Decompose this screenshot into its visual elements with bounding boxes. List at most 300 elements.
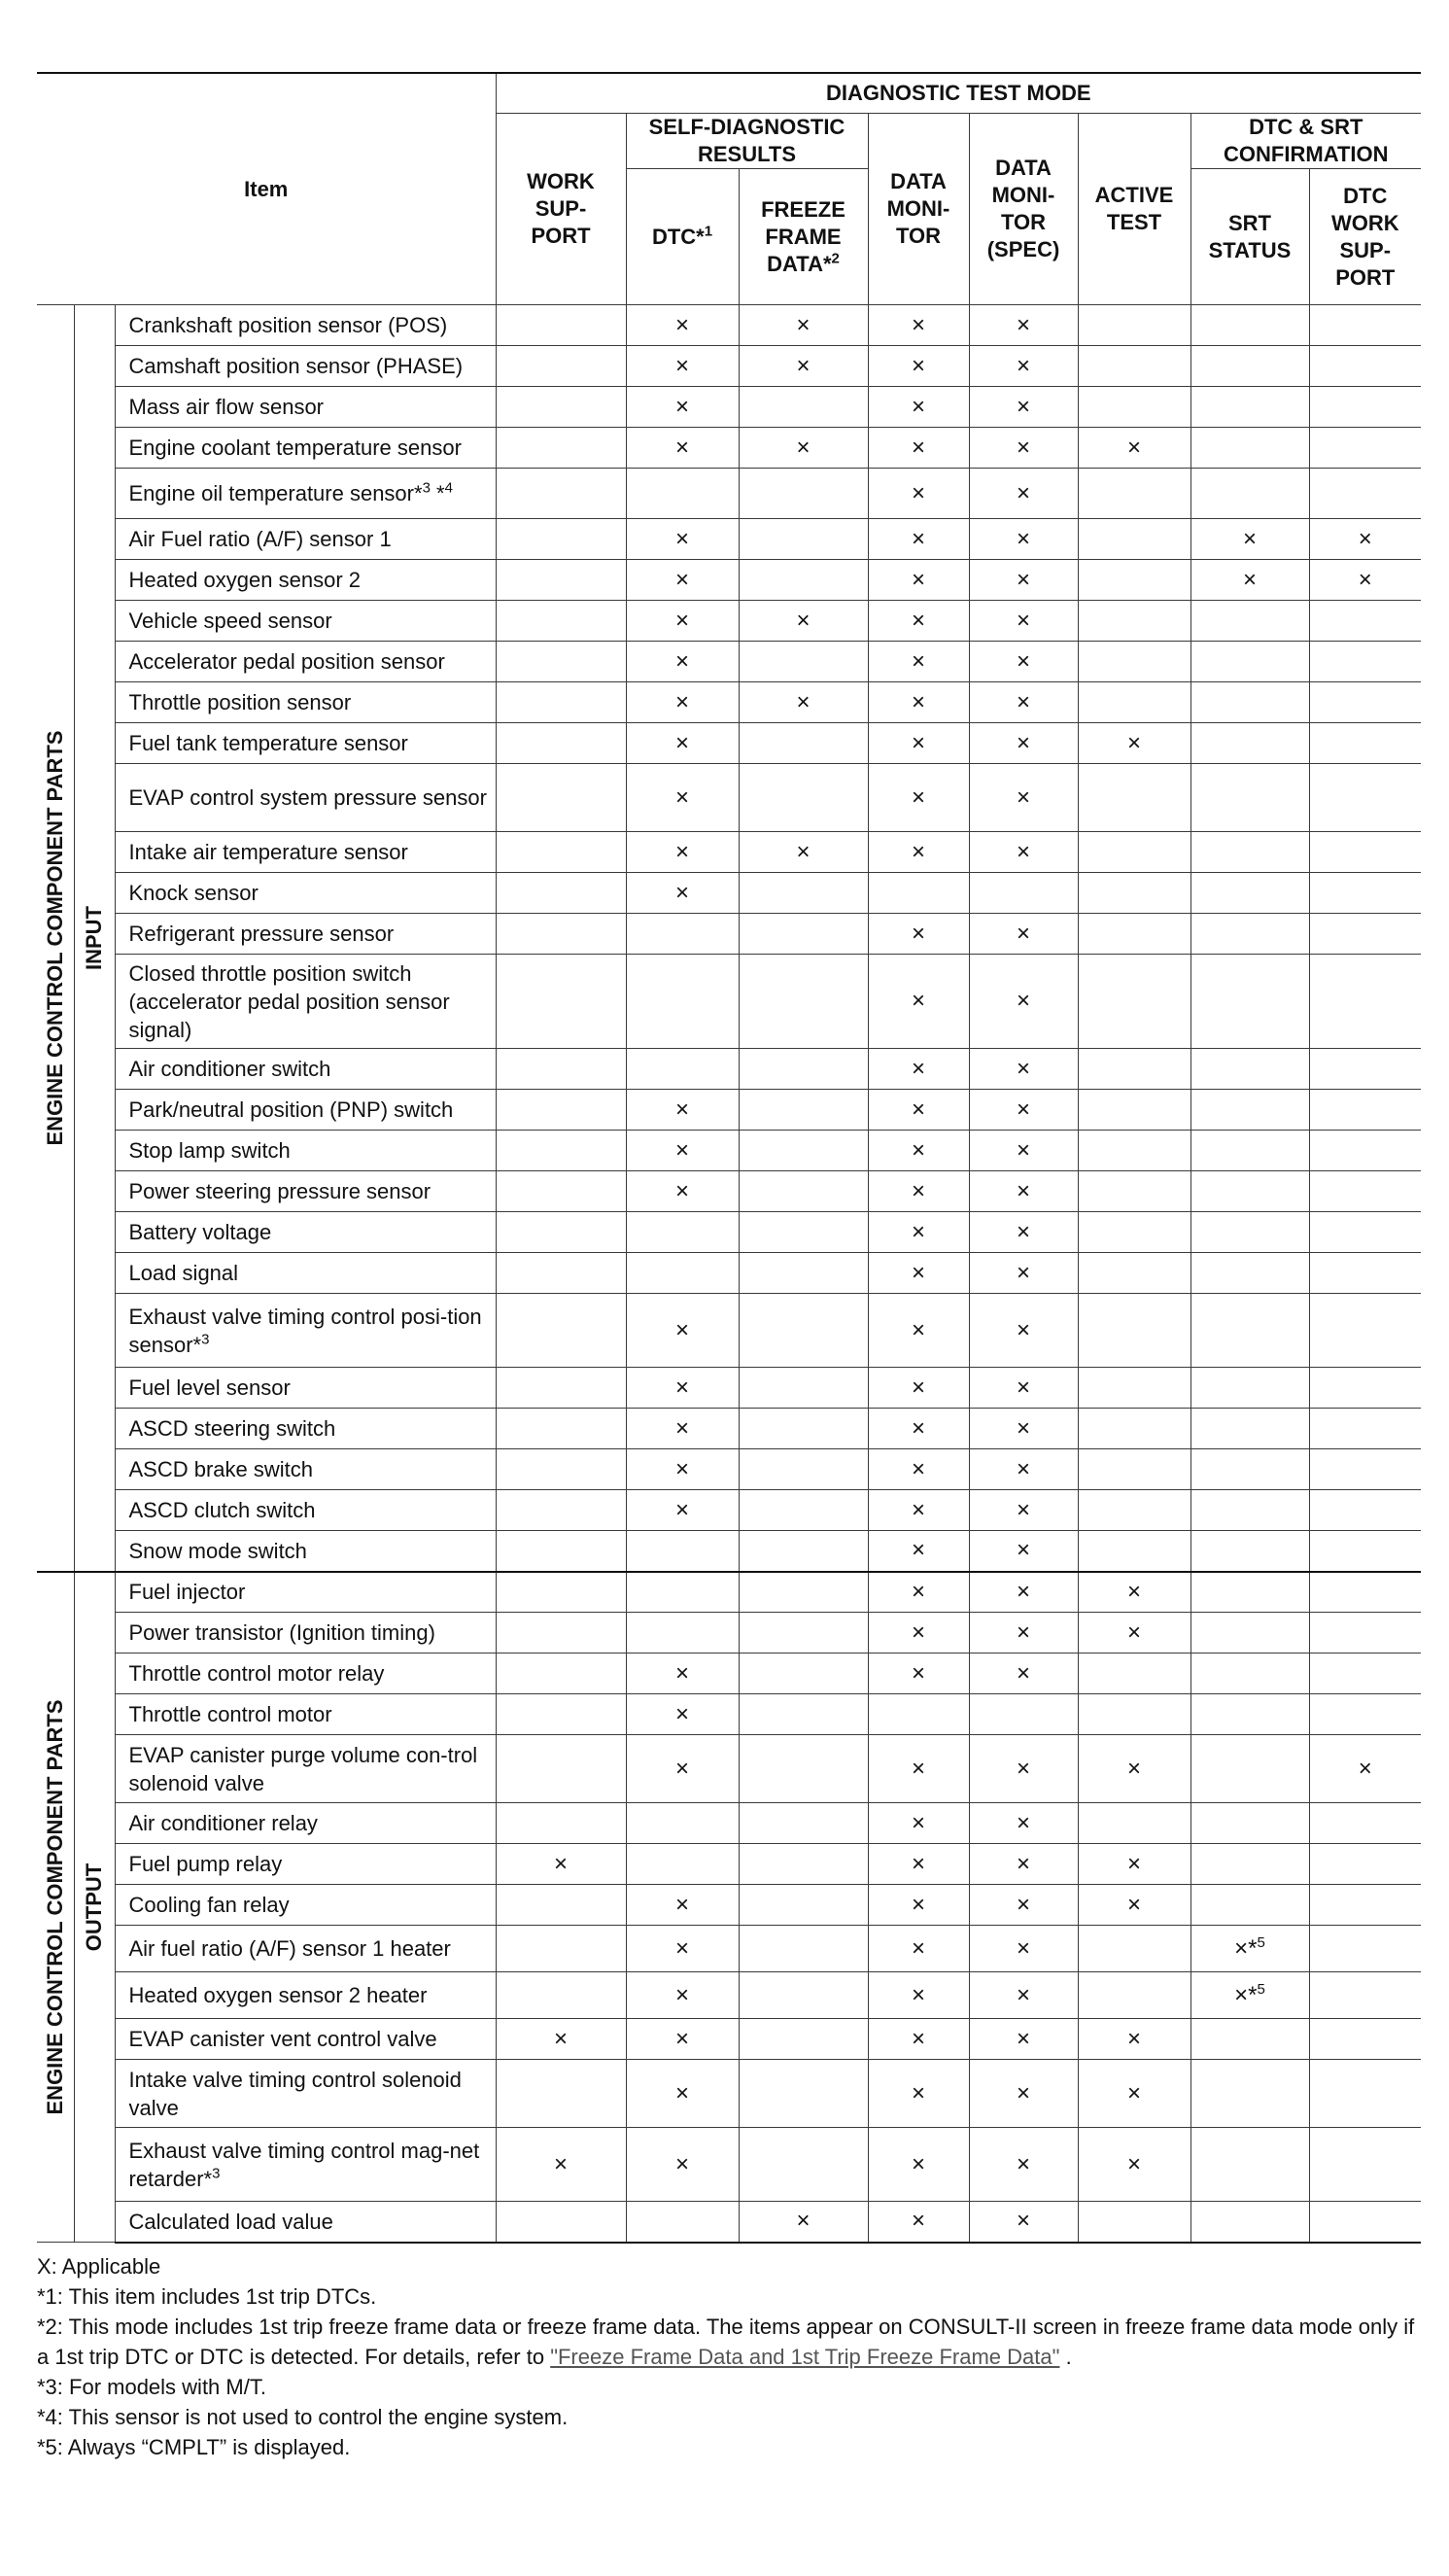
mark-cell: × — [626, 832, 739, 873]
table-row — [37, 1294, 1421, 1368]
table-row — [37, 1090, 1421, 1131]
mark-cell: × — [626, 1409, 739, 1449]
item-name: Power steering pressure sensor — [115, 1171, 496, 1212]
mark-cell — [496, 764, 626, 832]
freeze-frame-link[interactable]: "Freeze Frame Data and 1st Trip Freeze Frame Data" — [550, 2344, 1060, 2369]
mark-cell — [739, 1613, 868, 1654]
group-inner-text: INPUT — [82, 905, 106, 970]
item-name: Fuel injector — [115, 1572, 496, 1613]
mark-cell: × — [868, 1294, 969, 1368]
mark-cell — [496, 2060, 626, 2128]
mark-cell: × — [969, 682, 1078, 723]
mark-cell — [1078, 642, 1190, 682]
mark-cell: × — [969, 387, 1078, 428]
mark-cell — [1309, 428, 1421, 469]
mark-cell — [496, 601, 626, 642]
mark-cell: × — [626, 873, 739, 914]
mark-cell — [1309, 1409, 1421, 1449]
mark-cell: × — [868, 601, 969, 642]
mark-cell — [496, 560, 626, 601]
mark-cell — [496, 682, 626, 723]
mark-cell — [1190, 2128, 1309, 2202]
table-row — [37, 2128, 1421, 2202]
mark-cell — [1309, 1654, 1421, 1694]
mark-cell — [496, 1131, 626, 1171]
mark-cell: × — [626, 642, 739, 682]
mark-cell: × — [626, 2128, 739, 2202]
mark-cell: × — [969, 346, 1078, 387]
table-row — [37, 832, 1421, 873]
mark-cell: × — [739, 428, 868, 469]
mark-cell — [739, 914, 868, 955]
mark-cell — [1190, 2060, 1309, 2128]
item-name: Load signal — [115, 1253, 496, 1294]
mark-cell: × — [626, 1449, 739, 1490]
mark-cell — [1309, 1972, 1421, 2019]
mark-cell — [1190, 1090, 1309, 1131]
mark-cell: × — [868, 428, 969, 469]
mark-cell — [1190, 1131, 1309, 1171]
mark-cell: × — [626, 2019, 739, 2060]
mark-cell — [739, 1803, 868, 1844]
mark-cell — [496, 428, 626, 469]
mark-cell: × — [969, 914, 1078, 955]
mark-cell: × — [868, 305, 969, 346]
mark-cell: × — [868, 1409, 969, 1449]
table-row — [37, 1171, 1421, 1212]
mark-cell: × — [969, 723, 1078, 764]
mark-cell: × — [969, 832, 1078, 873]
mark-cell: × — [626, 1131, 739, 1171]
mark-cell: × — [626, 1735, 739, 1803]
mark-cell: × — [969, 1449, 1078, 1490]
mark-cell — [1078, 914, 1190, 955]
item-name: Fuel tank temperature sensor — [115, 723, 496, 764]
mark-cell — [1309, 682, 1421, 723]
mark-cell: × — [626, 2060, 739, 2128]
table-row — [37, 601, 1421, 642]
mark-cell — [1309, 1131, 1421, 1171]
mark-cell — [1078, 1694, 1190, 1735]
dtc-srt-header: DTC & SRT CONFIRMATION — [1190, 114, 1421, 169]
freeze-frame-header: FREEZE FRAME DATA*$^2$ — [739, 169, 868, 305]
mark-cell — [1190, 387, 1309, 428]
table-row — [37, 2202, 1421, 2243]
mark-cell — [496, 832, 626, 873]
note-3: *3: For models with M/T. — [37, 2374, 266, 2399]
mark-cell — [496, 2202, 626, 2243]
data-monitor-header: DATA MONI- TOR — [868, 114, 969, 305]
mark-cell — [496, 1409, 626, 1449]
mark-cell: × — [969, 2019, 1078, 2060]
mark-cell: × — [868, 1844, 969, 1885]
item-name: ASCD brake switch — [115, 1449, 496, 1490]
mark-cell — [1309, 873, 1421, 914]
mark-cell: × — [969, 1368, 1078, 1409]
mark-cell — [1078, 1654, 1190, 1694]
mark-cell — [496, 1735, 626, 1803]
mark-cell — [1190, 2202, 1309, 2243]
mark-cell — [1078, 1368, 1190, 1409]
mark-cell — [1309, 601, 1421, 642]
mark-cell: × — [496, 2019, 626, 2060]
mark-cell: × — [739, 682, 868, 723]
footnotes — [37, 2251, 1421, 2462]
mark-cell: × — [626, 1294, 739, 1368]
mark-cell: × — [626, 1490, 739, 1531]
item-name: Vehicle speed sensor — [115, 601, 496, 642]
note-2: *2: This mode includes 1st trip freeze frame data or freeze frame data. The items appear on CONSULT-II screen in freeze frame data mode only if a 1st trip DTC or DTC is detected. For details, refer to "Freeze Frame Data and 1st Trip Freeze Frame Data" . — [37, 2314, 1415, 2369]
mark-cell: × — [626, 682, 739, 723]
mark-cell — [1309, 1368, 1421, 1409]
mark-cell — [626, 914, 739, 955]
item-name: Calculated load value — [115, 2202, 496, 2243]
mark-cell: × — [626, 1926, 739, 1972]
mark-cell — [1190, 1409, 1309, 1449]
mark-cell: × — [626, 1090, 739, 1131]
mark-cell — [496, 387, 626, 428]
mark-cell: × — [969, 1803, 1078, 1844]
mark-cell — [626, 955, 739, 1049]
mark-cell: × — [868, 387, 969, 428]
mark-cell: × — [739, 832, 868, 873]
mark-cell — [1190, 1885, 1309, 1926]
mark-cell: × — [626, 1171, 739, 1212]
table-row — [37, 519, 1421, 560]
mark-cell — [1078, 955, 1190, 1049]
mark-cell: × — [868, 2128, 969, 2202]
mark-cell — [1309, 832, 1421, 873]
mark-cell: × — [626, 560, 739, 601]
mark-cell: × — [626, 428, 739, 469]
item-name: Snow mode switch — [115, 1531, 496, 1572]
mark-cell — [1078, 2202, 1190, 2243]
mark-cell — [739, 469, 868, 519]
mark-cell: × — [1078, 2019, 1190, 2060]
mark-cell: × — [626, 387, 739, 428]
table-row — [37, 1694, 1421, 1735]
mark-cell: × — [969, 1654, 1078, 1694]
mark-cell — [1078, 519, 1190, 560]
item-name: Mass air flow sensor — [115, 387, 496, 428]
mark-cell: × — [969, 2128, 1078, 2202]
mark-cell — [1190, 1212, 1309, 1253]
mark-cell: × — [1078, 723, 1190, 764]
group-inner-text: OUTPUT — [82, 1862, 106, 1951]
group-label-outer — [37, 1572, 74, 2243]
table-row — [37, 1844, 1421, 1885]
mark-cell — [1309, 723, 1421, 764]
mark-cell — [739, 1409, 868, 1449]
mark-cell — [1309, 2060, 1421, 2128]
mark-cell: × — [626, 601, 739, 642]
mark-cell — [739, 560, 868, 601]
mark-cell — [1078, 1926, 1190, 1972]
mark-cell — [1190, 764, 1309, 832]
mark-cell: × — [868, 1654, 969, 1694]
item-name: Throttle position sensor — [115, 682, 496, 723]
mark-cell — [1309, 1049, 1421, 1090]
mark-cell: × — [496, 1844, 626, 1885]
item-header: Item — [37, 73, 496, 305]
mark-cell: × — [868, 1212, 969, 1253]
item-name: Battery voltage — [115, 1212, 496, 1253]
mark-cell — [739, 1171, 868, 1212]
mark-cell: × — [969, 601, 1078, 642]
mark-cell — [496, 1171, 626, 1212]
mark-cell — [739, 1212, 868, 1253]
note-5: *5: Always “CMPLT” is displayed. — [37, 2434, 351, 2459]
mark-cell — [1190, 1531, 1309, 1572]
mark-cell — [1309, 764, 1421, 832]
mark-cell — [739, 1972, 868, 2019]
mark-cell — [1309, 1803, 1421, 1844]
mark-cell — [626, 1212, 739, 1253]
mark-cell: × — [626, 1885, 739, 1926]
mark-cell — [1078, 1131, 1190, 1171]
table-row — [37, 387, 1421, 428]
mark-cell: × — [1309, 519, 1421, 560]
mark-cell: × — [969, 1090, 1078, 1131]
mark-cell: × — [868, 642, 969, 682]
mark-cell — [739, 2128, 868, 2202]
mark-cell — [1190, 1368, 1309, 1409]
mark-cell: × — [969, 1253, 1078, 1294]
note-4: *4: This sensor is not used to control the engine system. — [37, 2404, 569, 2429]
mark-cell — [1078, 601, 1190, 642]
mark-cell — [1078, 346, 1190, 387]
mark-cell: × — [868, 1090, 969, 1131]
mark-cell: × — [969, 1490, 1078, 1531]
mark-cell — [1309, 1490, 1421, 1531]
item-name: Intake air temperature sensor — [115, 832, 496, 873]
mark-cell — [739, 1735, 868, 1803]
mark-cell — [1078, 1803, 1190, 1844]
mark-cell: × — [1078, 1885, 1190, 1926]
mark-cell — [626, 1049, 739, 1090]
mark-cell — [739, 2060, 868, 2128]
mark-cell — [1078, 1972, 1190, 2019]
mark-cell: × — [969, 1294, 1078, 1368]
mark-cell — [626, 1253, 739, 1294]
mark-cell — [739, 2019, 868, 2060]
mark-cell — [496, 1654, 626, 1694]
mark-cell — [1078, 1212, 1190, 1253]
mark-cell: × — [1078, 1844, 1190, 1885]
mark-cell: × — [868, 955, 969, 1049]
mark-cell — [1309, 346, 1421, 387]
mark-cell — [626, 1613, 739, 1654]
table-row — [37, 1613, 1421, 1654]
mark-cell — [739, 1531, 868, 1572]
mark-cell — [969, 873, 1078, 914]
mark-cell — [1309, 387, 1421, 428]
active-test-header: ACTIVE TEST — [1078, 114, 1190, 305]
mark-cell — [1309, 2128, 1421, 2202]
mark-cell: × — [868, 2060, 969, 2128]
mark-cell — [739, 873, 868, 914]
item-name: Air Fuel ratio (A/F) sensor 1 — [115, 519, 496, 560]
item-name: Camshaft position sensor (PHASE) — [115, 346, 496, 387]
mark-cell — [496, 1294, 626, 1368]
mark-cell: × — [739, 305, 868, 346]
table-row — [37, 1972, 1421, 2019]
mark-cell: × — [868, 1368, 969, 1409]
item-name: Knock sensor — [115, 873, 496, 914]
mark-cell — [1309, 1171, 1421, 1212]
mark-cell: × — [739, 601, 868, 642]
item-name: Engine coolant temperature sensor — [115, 428, 496, 469]
mark-cell — [739, 387, 868, 428]
mark-cell: × — [969, 1572, 1078, 1613]
table-row — [37, 2019, 1421, 2060]
table-row — [37, 682, 1421, 723]
note-1: *1: This item includes 1st trip DTCs. — [37, 2283, 377, 2309]
mark-cell: × — [969, 305, 1078, 346]
srt-status-header: SRT STATUS — [1190, 169, 1309, 305]
group-outer-text: ENGINE CONTROL COMPONENT PARTS — [42, 1699, 67, 2115]
mark-cell — [1309, 2202, 1421, 2243]
group-label-inner — [74, 1572, 115, 2243]
mark-cell — [868, 1694, 969, 1735]
mark-cell — [496, 1449, 626, 1490]
mark-cell: × — [1190, 519, 1309, 560]
mark-cell — [1190, 469, 1309, 519]
table-row — [37, 346, 1421, 387]
mark-cell: × — [868, 1449, 969, 1490]
mark-cell — [969, 1694, 1078, 1735]
mark-cell — [739, 723, 868, 764]
mark-cell: × — [868, 1803, 969, 1844]
mark-cell — [496, 305, 626, 346]
mark-cell: × — [969, 469, 1078, 519]
mark-cell — [496, 873, 626, 914]
mark-cell — [1078, 832, 1190, 873]
mark-cell: × — [868, 1572, 969, 1613]
mark-cell — [496, 346, 626, 387]
mark-cell — [496, 1090, 626, 1131]
mark-cell — [626, 1844, 739, 1885]
item-name: Engine oil temperature sensor*$^3$ *$^4$ — [115, 469, 496, 519]
table-row — [37, 1212, 1421, 1253]
item-name: EVAP control system pressure sensor — [115, 764, 496, 832]
mark-cell — [496, 1613, 626, 1654]
mark-cell — [1190, 1171, 1309, 1212]
mark-cell — [1309, 1572, 1421, 1613]
mark-cell — [496, 1972, 626, 2019]
mark-cell — [739, 1368, 868, 1409]
mark-cell: × — [626, 1694, 739, 1735]
work-support-header: WORK SUP- PORT — [496, 114, 626, 305]
mark-cell: × — [969, 2060, 1078, 2128]
mark-cell — [739, 1926, 868, 1972]
table-row — [37, 428, 1421, 469]
mark-cell: × — [969, 1735, 1078, 1803]
mark-cell: × — [969, 1049, 1078, 1090]
data-monitor-spec-header: DATA MONI- TOR (SPEC) — [969, 114, 1078, 305]
mark-cell — [1309, 469, 1421, 519]
mark-cell — [739, 955, 868, 1049]
item-name: Refrigerant pressure sensor — [115, 914, 496, 955]
mark-cell: × — [969, 1844, 1078, 1885]
mark-cell — [496, 1885, 626, 1926]
mark-cell: × — [1078, 1735, 1190, 1803]
mark-cell: × — [1078, 428, 1190, 469]
group-label-inner — [74, 305, 115, 1572]
mark-cell — [1190, 305, 1309, 346]
mark-cell: × — [868, 1926, 969, 1972]
item-name: Accelerator pedal position sensor — [115, 642, 496, 682]
mark-cell — [1078, 469, 1190, 519]
mark-cell — [1309, 1531, 1421, 1572]
mark-cell — [739, 764, 868, 832]
mark-cell: ×*$^5$ — [1190, 1926, 1309, 1972]
mark-cell — [626, 1803, 739, 1844]
mark-cell — [1190, 2019, 1309, 2060]
mark-cell — [739, 1449, 868, 1490]
mark-cell — [1190, 1803, 1309, 1844]
item-name: Exhaust valve timing control mag-net retarder*$^3$ — [115, 2128, 496, 2202]
mark-cell — [739, 642, 868, 682]
table-row — [37, 1449, 1421, 1490]
mark-cell — [739, 1090, 868, 1131]
mark-cell: × — [626, 1654, 739, 1694]
table-row — [37, 723, 1421, 764]
item-name: Heated oxygen sensor 2 heater — [115, 1972, 496, 2019]
item-name: Cooling fan relay — [115, 1885, 496, 1926]
mark-cell — [1309, 1253, 1421, 1294]
mark-cell — [1309, 914, 1421, 955]
table-row — [37, 1654, 1421, 1694]
mark-cell: × — [969, 1613, 1078, 1654]
table-row — [37, 1926, 1421, 1972]
mark-cell: × — [1078, 2060, 1190, 2128]
mark-cell — [1309, 1885, 1421, 1926]
mark-cell — [1078, 1531, 1190, 1572]
table-row — [37, 873, 1421, 914]
mark-cell — [739, 1294, 868, 1368]
mark-cell: × — [969, 2202, 1078, 2243]
mark-cell — [1078, 387, 1190, 428]
mark-cell: × — [868, 519, 969, 560]
mark-cell — [739, 1131, 868, 1171]
item-name: EVAP canister vent control valve — [115, 2019, 496, 2060]
mark-cell: × — [739, 346, 868, 387]
table-row — [37, 1131, 1421, 1171]
mark-cell — [868, 873, 969, 914]
item-name: Throttle control motor — [115, 1694, 496, 1735]
mark-cell — [1190, 682, 1309, 723]
mark-cell — [1078, 1171, 1190, 1212]
table-row — [37, 1368, 1421, 1409]
mark-cell: × — [626, 723, 739, 764]
mark-cell — [496, 642, 626, 682]
mark-cell — [739, 519, 868, 560]
mark-cell — [1190, 1490, 1309, 1531]
mark-cell: × — [626, 346, 739, 387]
mark-cell — [1078, 1490, 1190, 1531]
note-applicable: X: Applicable — [37, 2253, 161, 2279]
item-name: Intake valve timing control solenoid valve — [115, 2060, 496, 2128]
table-row — [37, 469, 1421, 519]
mark-cell — [1190, 1694, 1309, 1735]
table-row — [37, 1490, 1421, 1531]
mark-cell — [1309, 1449, 1421, 1490]
mark-cell: × — [868, 1735, 969, 1803]
item-name: Fuel pump relay — [115, 1844, 496, 1885]
table-row — [37, 955, 1421, 1049]
mark-cell — [1190, 1572, 1309, 1613]
